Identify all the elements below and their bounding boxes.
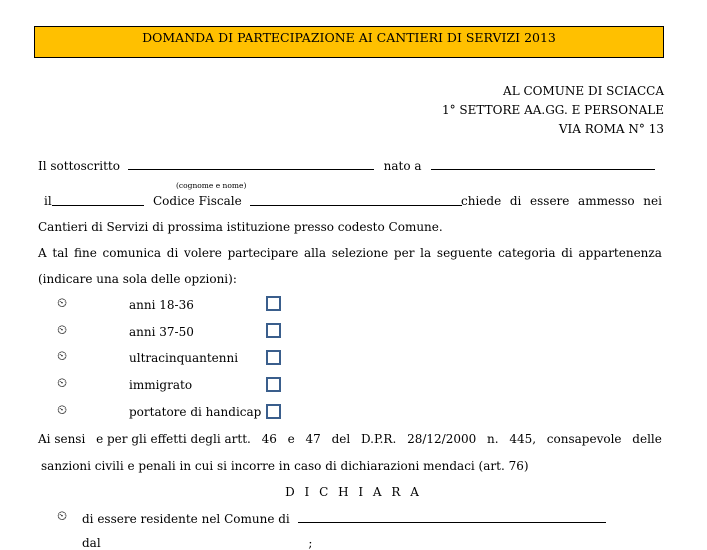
addressee-line-1: AL COMUNE DI SCIACCA <box>503 84 664 98</box>
purpose-word: di <box>166 246 179 260</box>
addressee-block <box>442 82 664 139</box>
purpose-word: fine <box>73 246 97 260</box>
document-title: DOMANDA DI PARTECIPAZIONE AI CANTIERI DI SERVIZI 2013 <box>142 30 556 45</box>
asks-word-5: nei <box>643 194 662 208</box>
asks-word-2: di <box>509 194 522 208</box>
services-line: Cantieri di Servizi di prossima istituzione presso codesto Comune. <box>38 220 443 234</box>
purpose-word: alla <box>304 246 327 260</box>
tax-code-field[interactable] <box>250 194 462 206</box>
purpose-word: appartenenza <box>578 246 662 260</box>
since-label: dal <box>82 536 101 550</box>
option-checkbox-disability[interactable] <box>266 404 281 419</box>
option-label-37-50: anni 37-50 <box>129 325 194 339</box>
clock-bullet-icon: ⏲ <box>57 349 68 364</box>
option-label-disability: portatore di handicap <box>129 405 262 419</box>
on-label: il <box>44 194 52 208</box>
purpose-word: A <box>38 246 47 260</box>
purpose-line-2: (indicare una sola delle opzioni): <box>38 272 237 286</box>
residence-municipality-field[interactable] <box>298 511 606 523</box>
legal-word: consapevole <box>546 432 622 446</box>
clock-bullet-icon: ⏲ <box>57 296 68 311</box>
asks-word-4: ammesso <box>578 194 635 208</box>
option-checkbox-37-50[interactable] <box>266 323 281 338</box>
option-label-over-50: ultracinquantenni <box>129 351 239 365</box>
purpose-word: partecipare <box>227 246 299 260</box>
residence-row <box>82 511 606 526</box>
legal-word: Ai sensi <box>38 432 86 446</box>
birth-date-field[interactable] <box>52 194 144 206</box>
legal-word: del <box>331 432 351 446</box>
purpose-word: la <box>420 246 432 260</box>
semicolon: ; <box>308 536 313 550</box>
legal-line-1 <box>38 432 662 446</box>
legal-word: 46 <box>261 432 277 446</box>
birth-date-row <box>44 194 662 208</box>
purpose-word: comunica <box>102 246 162 260</box>
option-checkbox-over-50[interactable] <box>266 350 281 365</box>
tax-code-label: Codice Fiscale <box>153 194 242 208</box>
purpose-word: tal <box>52 246 69 260</box>
option-label-immigrant: immigrato <box>129 378 193 392</box>
option-checkbox-18-36[interactable] <box>266 296 281 311</box>
purpose-word: volere <box>184 246 222 260</box>
clock-bullet-icon: ⏲ <box>57 403 68 418</box>
residence-label: di essere residente nel Comune di <box>82 512 290 526</box>
legal-word: delle <box>632 432 662 446</box>
birthplace-field[interactable] <box>431 158 655 170</box>
option-label-18-36: anni 18-36 <box>129 298 194 312</box>
clock-bullet-icon: ⏲ <box>57 323 68 338</box>
addressee-line-3: VIA ROMA N° 13 <box>558 122 664 136</box>
addressee-line-2: 1° SETTORE AA.GG. E PERSONALE <box>441 103 664 117</box>
legal-word: e <box>287 432 295 446</box>
document-title-box <box>34 26 664 58</box>
option-checkbox-immigrant[interactable] <box>266 377 281 392</box>
legal-word: e per gli effetti degli artt. <box>96 432 251 446</box>
purpose-word: selezione <box>331 246 389 260</box>
born-label: nato a <box>383 159 422 173</box>
undersigned-row <box>38 158 655 173</box>
clock-bullet-icon: ⏲ <box>57 509 68 524</box>
legal-word: 47 <box>305 432 321 446</box>
name-hint: (cognome e nome) <box>176 181 247 190</box>
undersigned-label: Il sottoscritto <box>38 159 120 173</box>
purpose-word: categoria <box>498 246 556 260</box>
legal-word: 28/12/2000 <box>407 432 477 446</box>
legal-line-2: sanzioni civili e penali in cui si incorre in caso di dichiarazioni mendaci (art. 76) <box>41 459 529 473</box>
purpose-line-1 <box>38 246 662 260</box>
asks-word-1: chiede <box>461 194 502 208</box>
asks-word-3: essere <box>530 194 570 208</box>
purpose-word: per <box>393 246 415 260</box>
legal-word: n. <box>487 432 499 446</box>
name-field[interactable] <box>128 158 374 170</box>
purpose-word: di <box>561 246 573 260</box>
legal-word: 445, <box>509 432 537 446</box>
declaration-heading: D I C H I A R A <box>285 485 422 499</box>
clock-bullet-icon: ⏲ <box>57 376 68 391</box>
since-row <box>82 536 312 550</box>
purpose-word: seguente <box>436 246 493 260</box>
legal-word: D.P.R. <box>360 432 397 446</box>
